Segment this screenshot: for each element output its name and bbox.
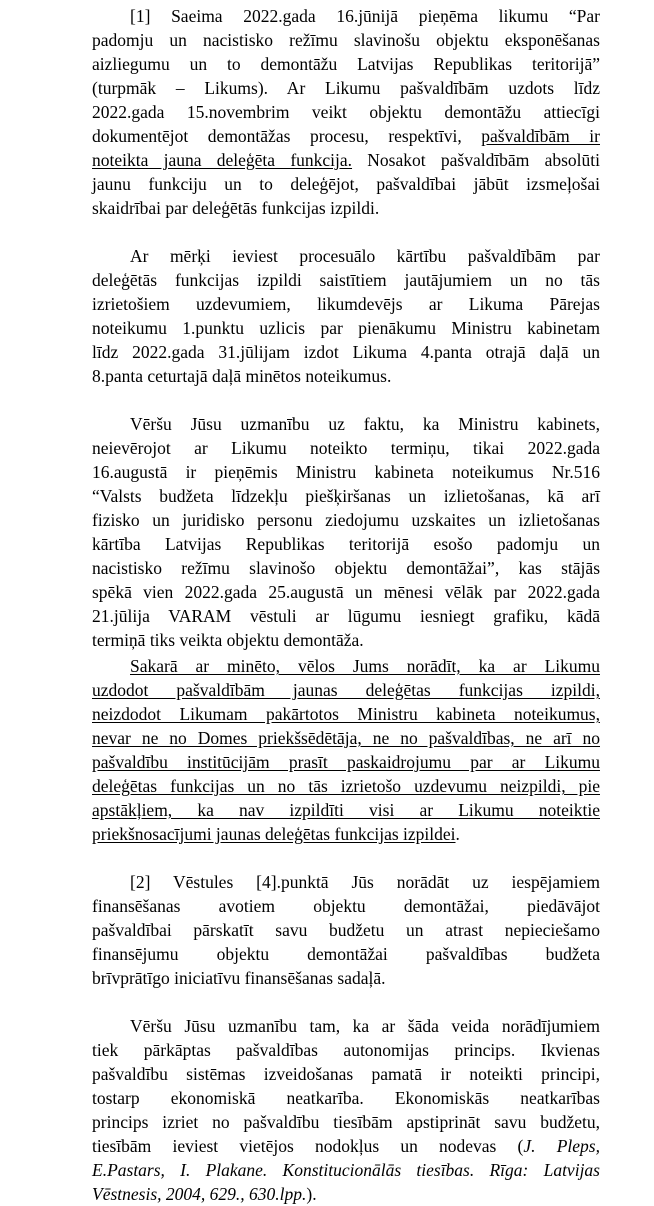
text-line <box>92 508 600 532</box>
underlined-text: uzdodot pašvaldībām jaunas deleģētas funkcijas izpildi, <box>92 680 600 700</box>
text-segment: aizliegumu un to demontāžu Latvijas Republikas teritorijā” <box>92 54 600 74</box>
text-line <box>130 412 600 436</box>
text-segment: . <box>455 824 460 844</box>
text-line <box>92 1062 600 1086</box>
text-segment: tiek pārkāptas pašvaldības autonomijas princips. Ikvienas <box>92 1040 600 1060</box>
text-segment: jaunu funkciju un to deleģējot, pašvaldībai jābūt izsmeļošai <box>92 174 600 194</box>
text-line <box>92 1086 600 1110</box>
text-segment: Vēršu Jūsu uzmanību tam, ka ar šāda veida norādījumiem <box>130 1016 600 1036</box>
text-line <box>92 678 600 702</box>
text-segment: deleģētās funkcijas izpildi saistītiem jautājumiem un no tās <box>92 270 600 290</box>
text-line <box>92 52 600 76</box>
citation-text: Vēstnesis, 2004, 629., 630.lpp. <box>92 1184 307 1204</box>
underlined-text: apstākļiem, ka nav izpildīti visi ar Likumu noteiktie <box>92 800 600 820</box>
text-line <box>92 966 600 990</box>
underlined-text: pašvaldībām ir <box>481 126 600 146</box>
text-segment: padomju un nacistisko režīmu slavinošu objektu eksponēšanas <box>92 30 600 50</box>
text-line <box>92 460 600 484</box>
text-segment: finansējumu objektu demontāžai pašvaldības budžeta <box>92 944 600 964</box>
text-line <box>92 1182 600 1206</box>
text-line <box>92 774 600 798</box>
text-line <box>130 244 600 268</box>
text-segment: (turpmāk – Likums). Ar Likumu pašvaldībām uzdots līdz <box>92 78 600 98</box>
text-segment: princips izriet no pašvaldību tiesībām apstiprināt savu budžetu, <box>92 1112 600 1132</box>
text-line <box>130 1014 600 1038</box>
text-line <box>92 798 600 822</box>
underlined-text: neizdodot Likumam pakārtotos Ministru kabineta noteikumus, <box>92 704 600 724</box>
text-line <box>130 870 600 894</box>
text-line <box>92 1158 600 1182</box>
text-line <box>92 124 600 148</box>
text-line <box>92 532 600 556</box>
text-line <box>130 654 600 678</box>
text-line <box>92 100 600 124</box>
text-line <box>92 316 600 340</box>
text-line <box>92 76 600 100</box>
text-segment: [1] Saeima 2022.gada 16.jūnijā pieņēma likumu “Par <box>130 6 600 26</box>
text-line <box>92 172 600 196</box>
text-line <box>92 292 600 316</box>
text-segment: pašvaldībai pārskatīt savu budžetu un atrast nepieciešamo <box>92 920 600 940</box>
text-segment: 21.jūlija VARAM vēstuli ar lūgumu iesniegt grafiku, kādā <box>92 606 600 626</box>
text-segment: nacistisko režīmu slavinošo objektu demontāžai”, kas stājās <box>92 558 600 578</box>
underlined-text: nevar ne no Domes priekšsēdētāja, ne no pašvaldības, ne arī no <box>92 728 600 748</box>
text-segment: dokumentējot demontāžas procesu, respektīvi, <box>92 126 482 146</box>
text-segment: [2] Vēstules [4].punktā Jūs norādāt uz iespējamiem <box>130 872 600 892</box>
text-line <box>92 580 600 604</box>
text-segment: fizisko un juridisko personu ziedojumu uzskaites un izlietošanas <box>92 510 600 530</box>
text-segment: 8.panta ceturtajā daļā minētos noteikumus. <box>92 366 392 386</box>
text-segment: Vēršu Jūsu uzmanību uz faktu, ka Ministru kabinets, <box>130 414 600 434</box>
text-segment: tostarp ekonomiskā neatkarība. Ekonomiskās neatkarības <box>92 1088 600 1108</box>
text-segment: “Valsts budžeta līdzekļu piešķiršanas un izlietošanas, kā arī <box>92 486 600 506</box>
underlined-text: deleģētas funkcijas un no tās izrietošo uzdevumu neizpildi, pie <box>92 776 600 796</box>
text-segment: termiņā tiks veikta objektu demontāža. <box>92 630 364 650</box>
text-line <box>92 726 600 750</box>
underlined-text: Sakarā ar minēto, vēlos Jums norādīt, ka ar Likumu <box>130 656 600 676</box>
text-segment: Ar mērķi ieviest procesuālo kārtību pašvaldībām par <box>130 246 600 266</box>
underlined-text: pašvaldību institūcijām prasīt paskaidrojumu par ar Likumu <box>92 752 600 772</box>
text-line <box>92 556 600 580</box>
text-line <box>92 604 600 628</box>
text-segment: skaidrībai par deleģētās funkcijas izpildi. <box>92 198 380 218</box>
underlined-text: priekšnosacījumi jaunas deleģētas funkcijas izpildei <box>92 824 456 844</box>
text-segment: finansēšanas avotiem objektu demontāžai, piedāvājot <box>92 896 600 916</box>
text-line <box>92 436 600 460</box>
text-line <box>92 1038 600 1062</box>
text-segment: Nosakot pašvaldībām absolūti <box>352 150 600 170</box>
text-segment: spēkā vien 2022.gada 25.augustā un mēnesi vēlāk par 2022.gada <box>92 582 600 602</box>
text-line <box>92 364 600 388</box>
text-segment: pašvaldību sistēmas izveidošanas pamatā ir noteikti principi, <box>92 1064 600 1084</box>
text-line <box>92 750 600 774</box>
text-line <box>92 484 600 508</box>
citation-text: J. Pleps, <box>523 1136 600 1156</box>
text-segment: izrietošiem uzdevumiem, likumdevējs ar Likuma Pārejas <box>92 294 600 314</box>
text-line <box>92 148 600 172</box>
text-segment: 16.augustā ir pieņēmis Ministru kabineta noteikumus Nr.516 <box>92 462 600 482</box>
text-line <box>92 918 600 942</box>
text-line <box>92 196 600 220</box>
text-segment: brīvprātīgo iniciatīvu finansēšanas sadaļā. <box>92 968 386 988</box>
text-segment: līdz 2022.gada 31.jūlijam izdot Likuma 4.panta otrajā daļā un <box>92 342 600 362</box>
text-segment: neievērojot ar Likumu noteikto termiņu, tikai 2022.gada <box>92 438 600 458</box>
text-segment: 2022.gada 15.novembrim veikt objektu demontāžu attiecīgi <box>92 102 600 122</box>
text-segment: tiesībām ieviest vietējos nodokļus un nodevas ( <box>92 1136 524 1156</box>
text-segment: noteikumu 1.punktu uzlicis par pienākumu Ministru kabinetam <box>92 318 600 338</box>
text-line <box>92 894 600 918</box>
text-segment: ). <box>306 1184 317 1204</box>
text-line <box>92 822 600 846</box>
text-line <box>130 4 600 28</box>
text-line <box>92 268 600 292</box>
text-line <box>92 1134 600 1158</box>
text-line <box>92 702 600 726</box>
text-line <box>92 628 600 652</box>
text-segment: kārtība Latvijas Republikas teritorijā esošo padomju un <box>92 534 600 554</box>
text-line <box>92 942 600 966</box>
text-line <box>92 1110 600 1134</box>
citation-text: E.Pastars, I. Plakane. Konstitucionālās tiesības. Rīga: Latvijas <box>92 1160 600 1180</box>
text-line <box>92 28 600 52</box>
underlined-text: noteikta jauna deleģēta funkcija. <box>92 150 353 170</box>
text-line <box>92 340 600 364</box>
